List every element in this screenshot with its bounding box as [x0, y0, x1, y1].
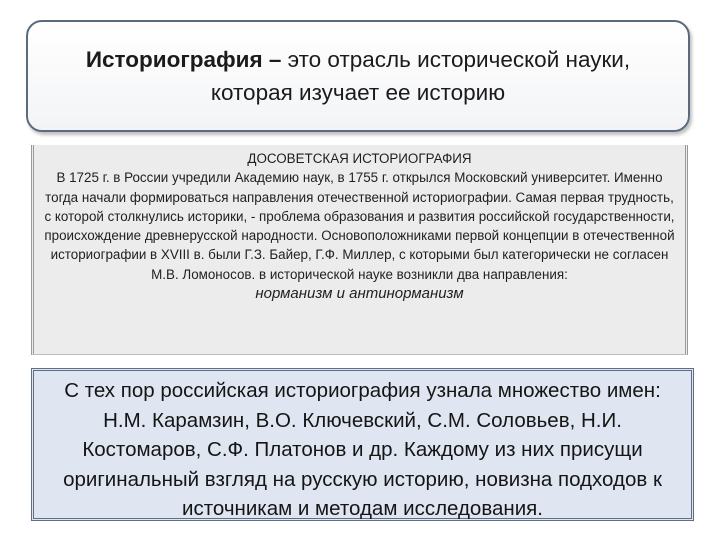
section-heading: ДОСОВЕТСКАЯ ИСТОРИОГРАФИЯ	[247, 151, 472, 166]
definition-line-1	[86, 43, 630, 76]
names-text: С тех пор российская историография узнала множество имен: Н.М. Карамзин, В.О. Ключевский, С.М. Соловьев, Н.И. Костомаров, С.Ф. Платонов и др. Каждому из них присущи оригинальный взгляд на русскую историю, новизна подходов к источникам и методам исследования.	[63, 379, 662, 520]
directions-text: норманизм и антинорманизм	[255, 285, 464, 303]
section-body: В 1725 г. в России учредили Академию наук, в 1755 г. открылся Московский университет. Именно тогда начали формироваться направления отечественной историографии. Самая первая трудность, с которой столкнулись историки, - проблема образования и развития российской государственности, происхождение древнерусской народности. Основоположниками первой концепции в отечественной историографии в XVIII в. были Г.З. Байер, Г.Ф. Миллер, с которыми был категорически не согласен М.В. Ломоносов. в исторической науке возникли два направления:	[44, 170, 675, 282]
definition-text-1: это отрасль исторической науки,	[281, 47, 631, 72]
definition-box	[26, 20, 690, 132]
definition-line-2: которая изучает ее историю	[210, 80, 506, 105]
definition-term: Историография –	[85, 47, 282, 72]
pre-soviet-historiography-box	[31, 145, 688, 355]
historians-names-box	[31, 368, 694, 521]
